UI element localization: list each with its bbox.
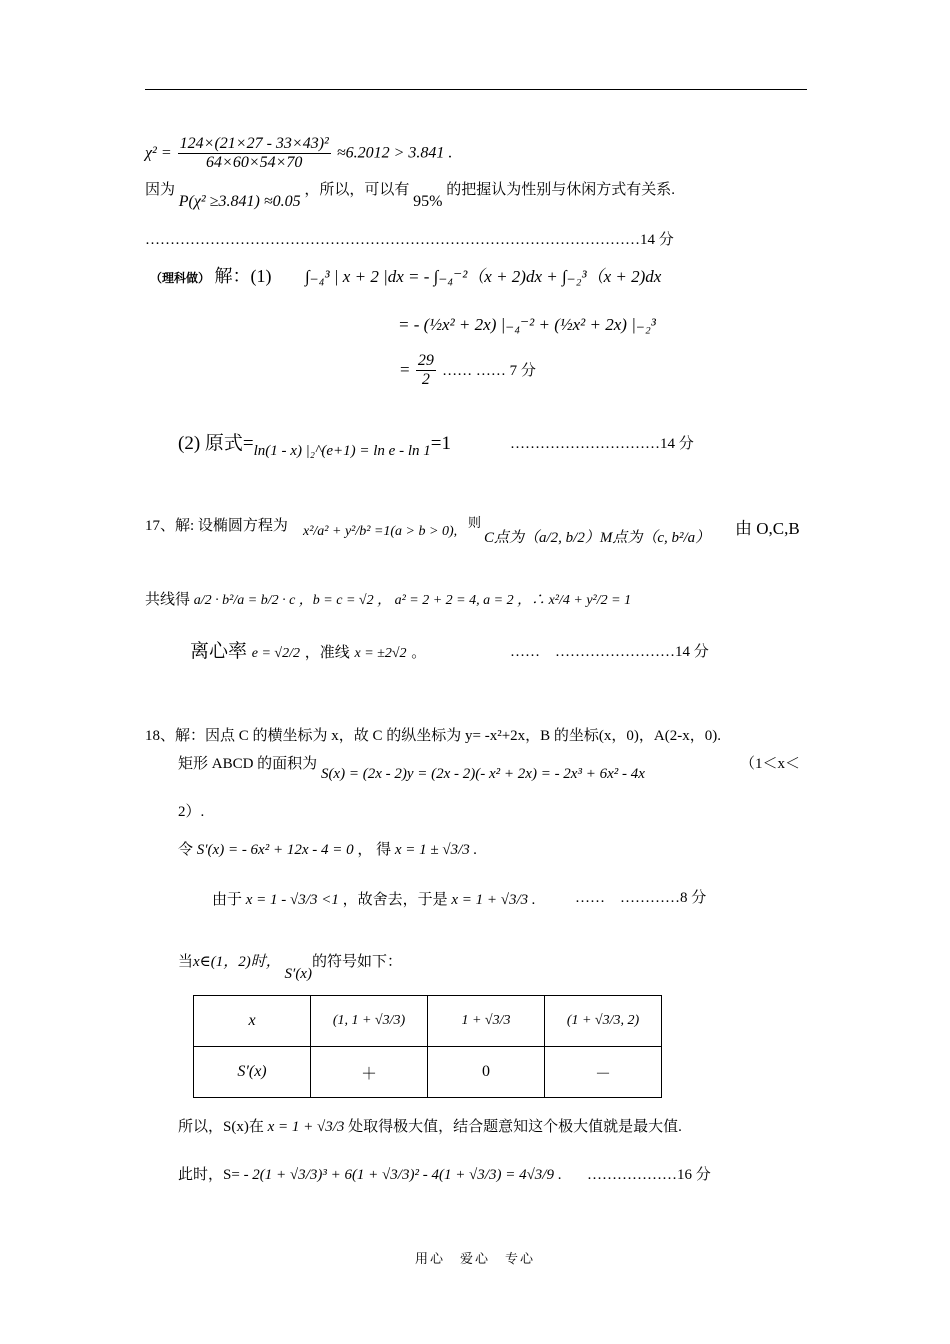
part2-expr: ln(1 - x) |₂^(e+1) = ln e - ln 1 [253,443,431,459]
score-14c: …… ……………………14 分 [510,644,709,660]
ecc-label: 离心率 [190,641,248,662]
directrix-label: ，准线 [304,645,350,661]
part2-line [178,428,451,459]
chi-numerator: 124×(21×27 - 33×43)² [178,135,331,154]
at-line [178,1163,561,1184]
when-x: x∈(1，2)时， [193,954,281,970]
table-cell: S′(x) [194,1047,311,1098]
score-8: …… …………8 分 [575,890,707,906]
eccentricity-line [190,636,426,663]
table-cell: － [545,1047,662,1098]
root-expr: x = 1 ± √3/3 . [394,842,478,858]
period: 。 [411,645,427,661]
integral-line-1: ∫₋₄³ | x + 2 |dx = - ∫₋₄⁻²（x + 2)dx + ∫₋₂³（x + 2)dx [305,267,662,286]
science-label: （理科做） [150,271,211,285]
science-jie: 解：(1) [214,266,272,286]
since-root: x = 1 + √3/3 . [451,892,536,908]
integral-line-3 [400,352,536,390]
score-16: ………………16 分 [587,1167,711,1183]
deriv-mid: ， 得 [357,842,392,858]
when-suffix: 的符号如下： [311,954,402,970]
confidence-percent: 95% [413,193,443,210]
so-prefix: 所以，S(x)在 [178,1119,264,1135]
because-line [145,178,675,210]
result-numerator: 29 [416,352,436,371]
chi-fraction [178,135,331,173]
result-denominator: 2 [421,371,430,389]
collinear-expr: a/2 · b²/a = b/2 · c ，b = c = √2 ， a² = 2 + 2 = 4, a = 2 ，∴ x²/4 + y²/2 = 1 [193,593,632,608]
deriv-prefix: 令 [178,842,194,858]
so-line [178,1115,682,1136]
because-suffix: 的把握认为性别与休闲方式有关系. [446,182,675,198]
equals-sign: = [400,359,410,379]
table-cell: (1, 1 + √3/3) [311,996,428,1047]
because-prefix: 因为 [145,182,176,198]
page-footer: 用心 爱心 专心 [414,1251,535,1266]
collinear-prefix: 共线得 [145,592,191,608]
at-prefix: 此时，S= [178,1167,240,1183]
directrix-expr: x = ±2√2 [354,646,407,661]
derivative-line [178,838,477,859]
area-prefix: 矩形 ABCD 的面积为 [178,756,318,772]
so-suffix: 处取得极大值，结合题意知这个极大值就是最大值. [348,1119,682,1135]
since-prefix: 由于 [212,892,243,908]
q17-then: 则 [468,515,482,530]
integral-line-2: = - (½x² + 2x) |₋₄⁻² + (½x² + 2x) |₋₂³ [398,315,656,334]
q17-intro: 17、解: 设椭圆方程为 [145,518,288,534]
when-sprime: S′(x) [284,966,312,982]
table-cell: 0 [428,1047,545,1098]
c-m-points: C点为（a/2, b/2）M点为（c, b²/a） [484,530,711,546]
table-cell: ＋ [311,1047,428,1098]
chi-square-formula [145,135,452,173]
probability-expr: P(χ² ≥3.841) ≈0.05 [178,193,301,210]
q18-line1: 18、解：因点 C 的横坐标为 x，故 C 的纵坐标为 y= -x²+2x，B 的坐标(x，0)，A(2-x，0). [145,728,721,744]
score-line-14a: ………………………………………………………………………………………14 分 [145,232,674,248]
by-ocb: 由 O,C,B [735,519,800,538]
table-cell: (1 + √3/3, 2) [545,996,662,1047]
since-mid: ，故舍去，于是 [342,892,448,908]
part2-result: =1 [430,433,451,454]
result-fraction [416,352,436,390]
area-expr: S(x) = (2x - 2)y = (2x - 2)(- x² + 2x) = - 2x³ + 6x² - 4x [320,766,645,782]
range-b: 2）. [178,804,205,820]
part2-label: (2) 原式= [178,433,254,454]
ecc-expr: e = √2/2 [251,646,300,661]
range-a: （1＜x＜ [740,756,801,772]
since-expr: x = 1 - √3/3 <1 [245,892,339,908]
at-expr: - 2(1 + √3/3)³ + 6(1 + √3/3)² - 4(1 + √3/3) = 4√3/9 [243,1167,554,1183]
chi-lhs: χ² = [145,144,172,162]
ellipse-equation: x²/a² + y²/b² =1(a > b > 0), [303,524,458,539]
table-cell: 1 + √3/3 [428,996,545,1047]
science-header [150,262,272,288]
chi-result: ≈6.2012 > 3.841 . [336,144,453,162]
table-cell: x [194,996,311,1047]
at-dot: . [557,1167,562,1183]
q18-line2 [178,752,645,782]
header-rule [145,89,807,90]
because-mid: ，所以，可以有 [304,182,410,198]
table-row [194,1047,662,1098]
table-row [194,996,662,1047]
so-expr: x = 1 + √3/3 [267,1119,345,1135]
sign-table [193,995,662,1098]
when-prefix: 当 [178,954,194,970]
since-line [212,888,536,909]
chi-denominator: 64×60×54×70 [206,154,303,172]
deriv-expr: S′(x) = - 6x² + 12x - 4 = 0 [196,842,354,858]
score-14b: …………………………14 分 [510,436,694,452]
collinear-line [145,588,631,609]
when-line [178,950,402,982]
score-7: …… …… 7 分 [442,362,536,379]
